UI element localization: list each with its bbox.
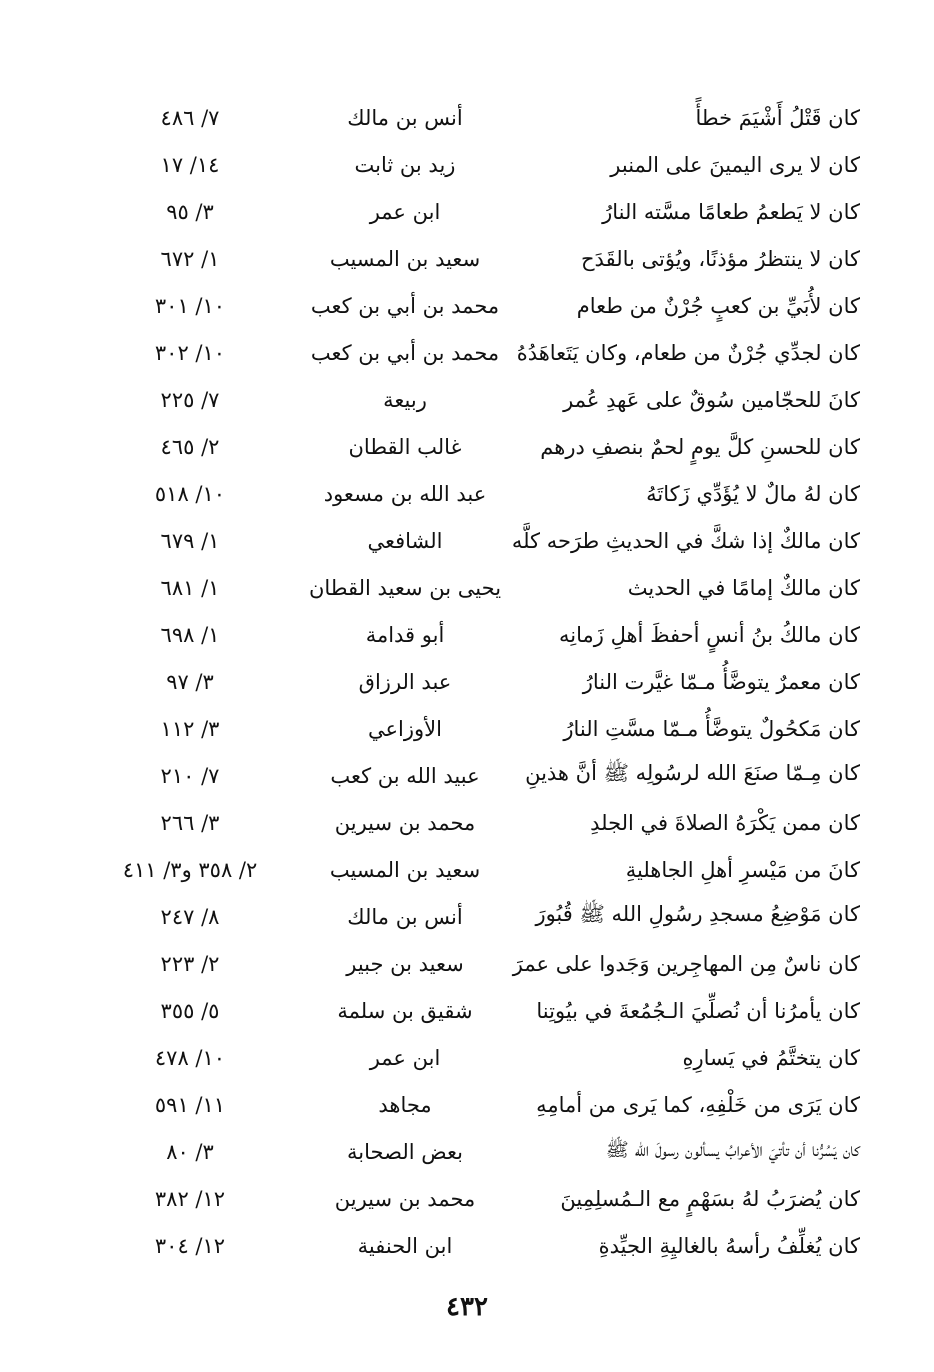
narrator-name: سعيد بن المسيب [329,246,481,271]
hadith-text: كان يُغلِّفُ رأسهُ بالغاليِةِ الجيِّدةِ [598,1233,860,1258]
hadith-text: كان لجدِّي جُرْنٌ من طعام، وكان يَتَعاهَدُهُ [516,340,860,365]
index-row [90,94,860,141]
narrator-name: ربيعة [383,387,427,412]
hadith-text: كان مِـمّا صنَعَ الله لرسُولِه ﷺ أنَّ هذينِ [525,761,860,785]
hadith-text: كان مالكٌ إذا شكَّ في الحديثِ طرَحه كلَّه [511,528,860,553]
hadith-text: كان لهُ مالٌ لا يُؤَدِّي زَكاتَهُ [646,481,860,506]
volume-page-ref: ١/ ٦٧٩ [160,528,220,553]
narrator-name: أنس بن مالك [347,904,463,929]
index-row [90,987,860,1034]
page-number: ٤٣٢ [446,1292,488,1322]
volume-page-ref: ٢/ ٢٢٣ [160,951,220,976]
index-row [90,141,860,188]
hadith-text: كان لا ينتظرُ مؤذنًا، ويُؤتى بالقَدَح [581,246,860,271]
narrator-name: محمد بن أبي بن كعب [310,340,500,365]
narrator-name: عبد الرزاق [358,669,452,694]
index-row [90,470,860,517]
index-row [90,611,860,658]
narrator-name: سعيد بن جبير [346,951,464,976]
hadith-text: كان مَكحُولٌ يتوضَّأُ مـمّا مسَّتِ النارُ [563,716,860,741]
hadith-text: كان يَرَى من خَلْفِهِ، كما يَرى من أمامِهِ [536,1092,860,1117]
narrator-name: ابن الحنفية [357,1233,453,1258]
volume-page-ref: ١٠/ ٥١٨ [154,481,226,506]
volume-page-ref: ٧/ ٢٢٥ [160,387,220,412]
index-row [90,658,860,705]
index-row [90,705,860,752]
narrator-name: الشافعي [367,528,443,553]
narrator-name: عبيد الله بن كعب [330,763,480,788]
hadith-text: كان قَتْلُ أَشْيَمَ خطأً [695,105,860,130]
volume-page-ref: ٣/ ٨٠ [166,1139,214,1164]
index-row [90,188,860,235]
volume-page-ref: ٢/ ٣٥٨ و٣/ ٤١١ [122,857,258,882]
volume-page-ref: ٢/ ٤٦٥ [160,434,220,459]
narrator-name: ابن عمر [369,1045,441,1070]
index-row [90,517,860,564]
volume-page-ref: ١٤/ ١٧ [160,152,220,177]
narrator-name: سعيد بن المسيب [329,857,481,882]
hadith-text: كان يتختَّمُ في يَسارِهِ [682,1045,860,1070]
narrator-name: شقيق بن سلمة [337,998,473,1023]
index-row [90,282,860,329]
volume-page-ref: ٣/ ٩٥ [166,199,214,224]
volume-page-ref: ٣/ ٢٦٦ [160,810,220,835]
hadith-text: كان يُضرَبُ لهُ بسَهْمٍ مع الـمُسلِمِينَ [560,1186,860,1211]
volume-page-ref: ١٠/ ٣٠١ [154,293,226,318]
index-row [90,329,860,376]
index-row [90,846,860,893]
index-row [90,1081,860,1128]
narrator-name: محمد بن أبي بن كعب [310,293,500,318]
hadith-text: كان يأمرُنا أن نُصلِّيَ الـجُمُعةَ في بيُوتِنا [536,998,860,1023]
narrator-name: غالب القطان [348,434,462,459]
volume-page-ref: ١٠/ ٤٧٨ [154,1045,226,1070]
narrator-name: مجاهد [378,1092,432,1117]
hadith-text: كان لأُبَيِّ بن كعبٍ جُرْنٌ من طعام [576,293,860,318]
index-row [90,1034,860,1081]
volume-page-ref: ١١/ ٥٩١ [154,1092,226,1117]
index-table [90,94,860,1269]
index-row [90,940,860,987]
hadith-text: كان يَسُرُّنا أن تأتيَ الأعرابُ يسألون رسولَ الله ﷺ [605,1138,860,1161]
narrator-name: ابن عمر [369,199,441,224]
index-row [90,893,860,940]
index-row [90,564,860,611]
hadith-text: كانَ للحجّامين سُوقٌ على عَهدِ عُمر [563,387,860,412]
hadith-text: كان لا يَطعمُ طعامًا مسَّته النارُ [602,199,860,224]
hadith-text: كانَ من مَيْسرِ أهلِ الجاهليةِ [625,857,860,882]
volume-page-ref: ٥/ ٣٥٥ [160,998,220,1023]
hadith-text: كان للحسنِ كلَّ يومٍ لحمٌ بنصفِ درهم [540,434,860,459]
volume-page-ref: ٧/ ٤٨٦ [160,105,220,130]
volume-page-ref: ١/ ٦٧٢ [160,246,220,271]
volume-page-ref: ٨/ ٢٤٧ [160,904,220,929]
hadith-text: كان معمرٌ يتوضَّأُ مـمّا غيَّرت النارُ [582,669,860,694]
volume-page-ref: ١/ ٦٨١ [160,575,220,600]
index-row [90,376,860,423]
narrator-name: يحيى بن سعيد القطان [308,575,502,600]
hadith-text: كان ممن يَكْرَهُ الصلاةَ في الجلدِ [590,810,860,835]
hadith-text: كان مَوْضِعُ مسجدِ رسُولِ الله ﷺ قُبُورَ [535,902,860,926]
volume-page-ref: ٣/ ١١٢ [160,716,220,741]
index-row [90,752,860,799]
narrator-name: أبو قدامة [365,622,445,647]
index-row [90,799,860,846]
hadith-text: كان ناسٌ مِن المهاجِرين وَجَدوا على عمرَ [512,951,860,976]
index-row [90,235,860,282]
volume-page-ref: ٧/ ٢١٠ [160,763,220,788]
volume-page-ref: ٣/ ٩٧ [166,669,214,694]
narrator-name: محمد بن سيرين [334,1186,476,1211]
index-row [90,1222,860,1269]
narrator-name: الأوزاعي [368,716,442,741]
index-row [90,1175,860,1222]
hadith-text: كان مالكٌ إمامًا في الحديث [627,575,860,600]
volume-page-ref: ١٢/ ٣٨٢ [154,1186,226,1211]
volume-page-ref: ١٠/ ٣٠٢ [154,340,226,365]
narrator-name: بعض الصحابة [347,1139,463,1164]
narrator-name: عبد الله بن مسعود [323,481,487,506]
volume-page-ref: ١٢/ ٣٠٤ [154,1233,226,1258]
hadith-text: كان مالكُ بنُ أنسٍ أحفظَ أهلِ زَمانِه [559,622,860,647]
hadith-text: كان لا يرى اليمينَ على المنبر [610,152,860,177]
narrator-name: أنس بن مالك [347,105,463,130]
index-row [90,1128,860,1175]
volume-page-ref: ١/ ٦٩٨ [160,622,220,647]
index-row [90,423,860,470]
narrator-name: زيد بن ثابت [354,152,456,177]
narrator-name: محمد بن سيرين [334,810,476,835]
